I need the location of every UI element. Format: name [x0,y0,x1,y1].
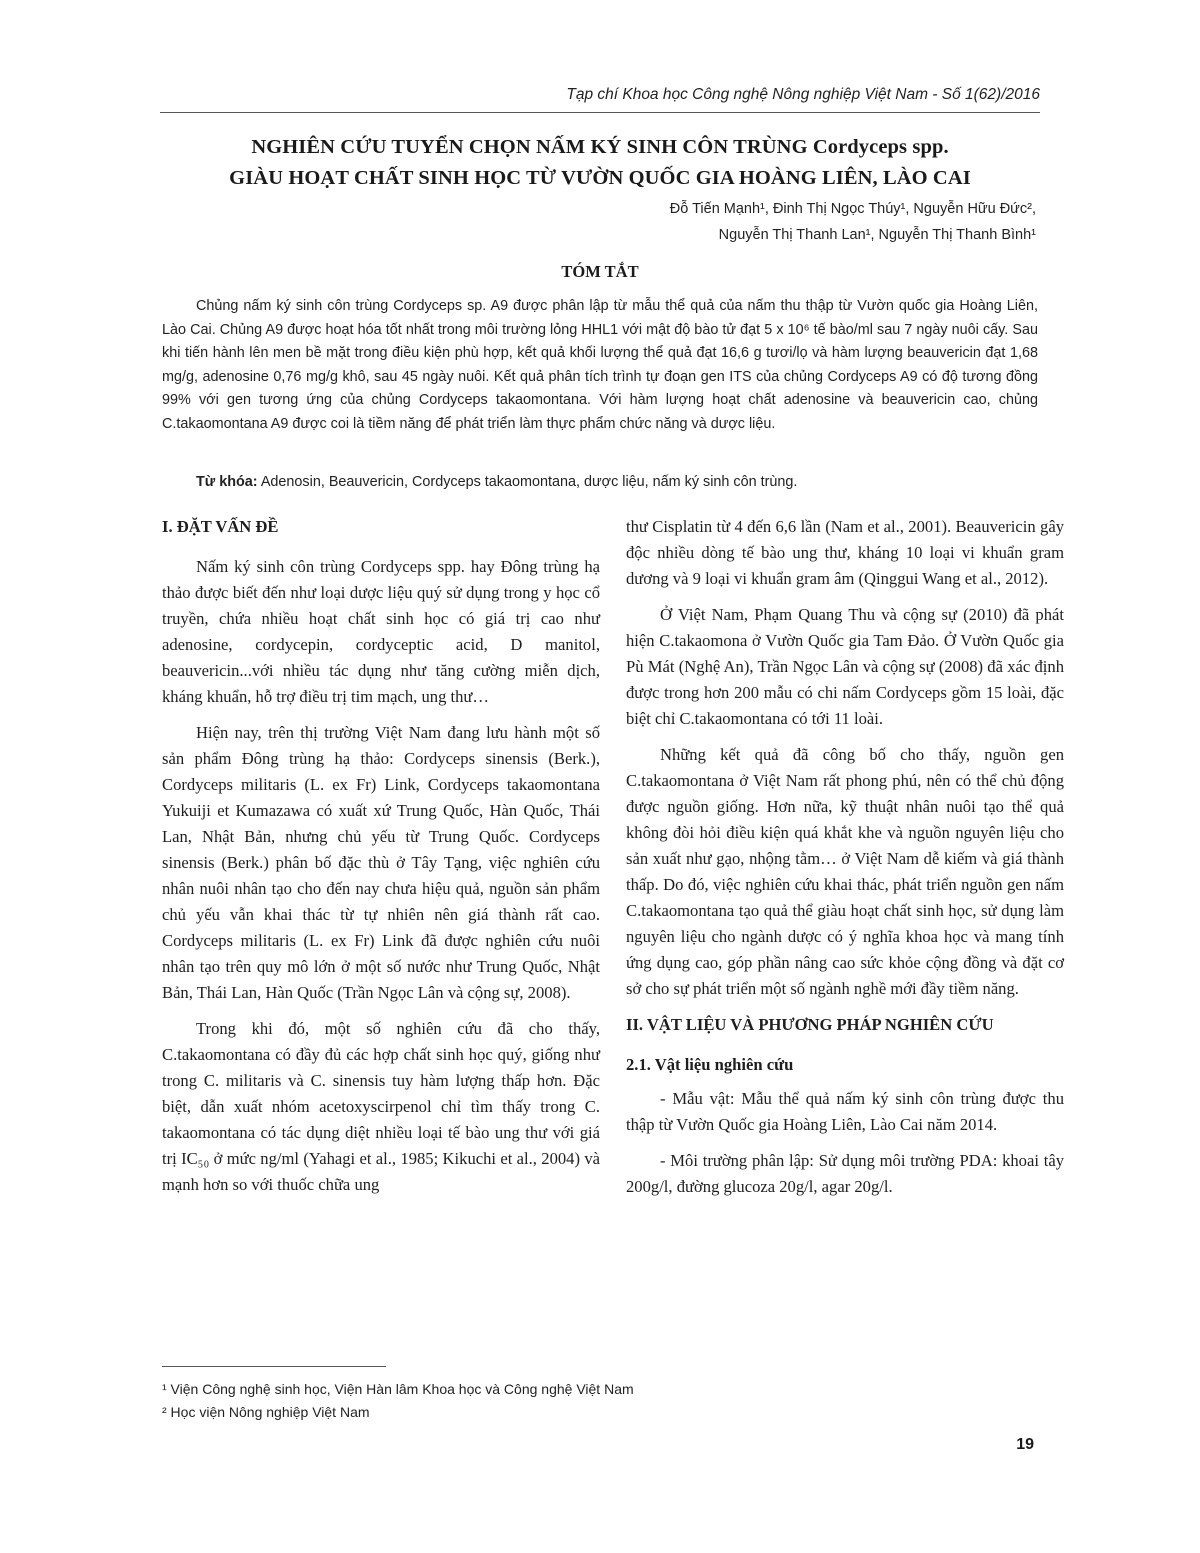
section-heading-materials-methods: II. VẬT LIỆU VÀ PHƯƠNG PHÁP NGHIÊN CỨU [626,1015,994,1034]
section-heading-introduction: I. ĐẶT VẤN ĐỀ [162,517,279,536]
paragraph: Hiện nay, trên thị trường Việt Nam đang lưu hành một số sản phẩm Đông trùng hạ thảo: Cordyceps sinensis (Berk.), Cordyceps militaris (L. ex Fr) Link, Cordyceps takaomontana Yukuiji et Kumazawa có xuất xứ Trung Quốc, Hàn Quốc, Thái Lan, Nhật Bản, nhưng chủ yếu từ Trung Quốc. Cordyceps sinensis (Berk.) phân bố đặc thù ở Tây Tạng, việc nghiên cứu nhân nuôi nhân tạo cho đến nay chưa hiệu quả, nguồn sản phẩm chủ yếu vẫn khai thác từ tự nhiên nên giá thành rất cao. Cordyceps militaris (L. ex Fr) Link đã được nghiên cứu nuôi nhân tạo trên quy mô lớn ở một số nước như Trung Quốc, Nhật Bản, Thái Lan, Hàn Quốc (Trần Ngọc Lân và cộng sự, 2008). [162,723,600,1002]
footnote-rule [162,1366,386,1367]
authors-line-1: Đỗ Tiến Mạnh¹, Đinh Thị Ngọc Thúy¹, Nguyễn Hữu Đức², [669,201,1036,217]
title-line-1: NGHIÊN CỨU TUYỂN CHỌN NẤM KÝ SINH CÔN TRÙNG Cordyceps spp. [251,136,949,158]
paragraph: Nấm ký sinh côn trùng Cordyceps spp. hay Đông trùng hạ thảo được biết đến như loại dược liệu quý sử dụng trong y học cổ truyền, chứa nhiều hoạt chất sinh học có giá trị cao như adenosine, cordycepin, cordyceptic acid, D manitol, beauvericin...với nhiều tác dụng như tăng cường miễn dịch, kháng khuẩn, hỗ trợ điều trị tim mạch, ung thư… [162,557,600,706]
authors-line-2: Nguyễn Thị Thanh Lan¹, Nguyễn Thị Thanh Bình¹ [718,227,1036,243]
footnotes [162,1378,634,1424]
paragraph: Ở Việt Nam, Phạm Quang Thu và cộng sự (2010) đã phát hiện C.takaomona ở Vườn Quốc gia Tam Đảo. Ở Vườn Quốc gia Pù Mát (Nghệ An), Trần Ngọc Lân và cộng sự (2008) đã xác định được trong hơn 200 mẫu có chi nấm Cordyceps gồm 15 loài, đặc biệt chỉ C.takaomontana có tới 11 loài. [626,605,1064,728]
subsection-heading: 2.1. Vật liệu nghiên cứu [626,1055,794,1074]
header-rule [160,112,1040,113]
abstract [162,295,1038,437]
paragraph: thư Cisplatin từ 4 đến 6,6 lần (Nam et al., 2001). Beauvericin gây độc nhiều dòng tế bào ung thư, kháng 10 loại vi khuẩn gram dương và 9 loại vi khuẩn gram âm (Qinggui Wang et al., 2012). [626,517,1064,588]
keywords [196,474,1038,490]
left-column [162,514,600,1208]
paragraph: - Môi trường phân lập: Sử dụng môi trường PDA: khoai tây 200g/l, đường glucoza 20g/l, agar 20g/l. [626,1151,1064,1196]
keywords-label: Từ khóa: [196,474,258,490]
footnote-2: ² Học viện Nông nghiệp Việt Nam [162,1404,370,1420]
paragraph: Trong khi đó, một số nghiên cứu đã cho thấy, C.takaomontana có đầy đủ các hợp chất sinh học quý, giống như trong C. militaris và C. sinensis tuy hàm lượng thấp hơn. Đặc biệt, dẫn xuất nhóm acetoxyscirpenol chỉ tìm thấy trong C. takaomontana có tác dụng diệt nhiều loại tế bào ung thư với giá trị IC₅₀ ở mức ng/ml (Yahagi et al., 1985; Kikuchi et al., 2004) và mạnh hơn so với thuốc chữa ung [162,1019,600,1194]
abstract-heading: TÓM TẮT [561,262,639,281]
footnote-1: ¹ Viện Công nghệ sinh học, Viện Hàn lâm Khoa học và Công nghệ Việt Nam [162,1381,634,1397]
abstract-text: Chủng nấm ký sinh côn trùng Cordyceps sp. A9 được phân lập từ mẫu thể quả của nấm thu thập từ Vườn quốc gia Hoàng Liên, Lào Cai. Chủng A9 được hoạt hóa tốt nhất trong môi trường lỏng HHL1 với mật độ bào tử đạt 5 x 10⁶ tế bào/ml sau 7 ngày nuôi cấy. Sau khi tiến hành lên men bề mặt trong điều kiện phù hợp, kết quả khối lượng thể quả đạt 16,6 g tươi/lọ và hàm lượng beauvericin đạt 1,68 mg/g, adenosine 0,76 mg/g khô, sau 45 ngày nuôi. Kết quả phân tích trình tự đoạn gen ITS của chủng Cordyceps A9 có độ tương đồng 99% với gen tương ứng của chủng Cordyceps takaomontana. Với hàm lượng hoạt chất adenosine và beauvericin cao, chủng C.takaomontana A9 được coi là tiềm năng để phát triển làm thực phẩm chức năng và dược liệu. [162,298,1038,432]
author-list [670,196,1036,248]
keywords-text: Adenosin, Beauvericin, Cordyceps takaomontana, dược liệu, nấm ký sinh côn trùng. [260,474,798,490]
title-line-2: GIÀU HOẠT CHẤT SINH HỌC TỪ VƯỜN QUỐC GIA HOÀNG LIÊN, LÀO CAI [229,167,971,189]
article-title [120,132,1080,194]
paragraph: Những kết quả đã công bố cho thấy, nguồn gen C.takaomontana ở Việt Nam rất phong phú, nên có thể chủ động được nguồn giống. Hơn nữa, kỹ thuật nhân nuôi tạo thể quả không đòi hỏi điều kiện quá khắt khe và nguồn nguyên liệu cho sản xuất như gạo, nhộng tằm… ở Việt Nam dễ kiếm và giá thành thấp. Do đó, việc nghiên cứu khai thác, phát triển nguồn gen nấm C.takaomontana tạo quả thể giàu hoạt chất sinh học, sử dụng làm nguyên liệu cho ngành dược có ý nghĩa khoa học và mang tính ứng dụng cao, góp phần nâng cao sức khỏe cộng đồng và đặt cơ sở cho sự phát triển một số ngành nghề mới đầy tiềm năng. [626,745,1064,998]
page-number: 19 [1016,1436,1034,1453]
journal-header: Tạp chí Khoa học Công nghệ Nông nghiệp Việt Nam - Số 1(62)/2016 [566,86,1040,103]
right-column [626,514,1064,1210]
paragraph: - Mẫu vật: Mẫu thể quả nấm ký sinh côn trùng được thu thập từ Vườn Quốc gia Hoàng Liên, Lào Cai năm 2014. [626,1089,1064,1134]
